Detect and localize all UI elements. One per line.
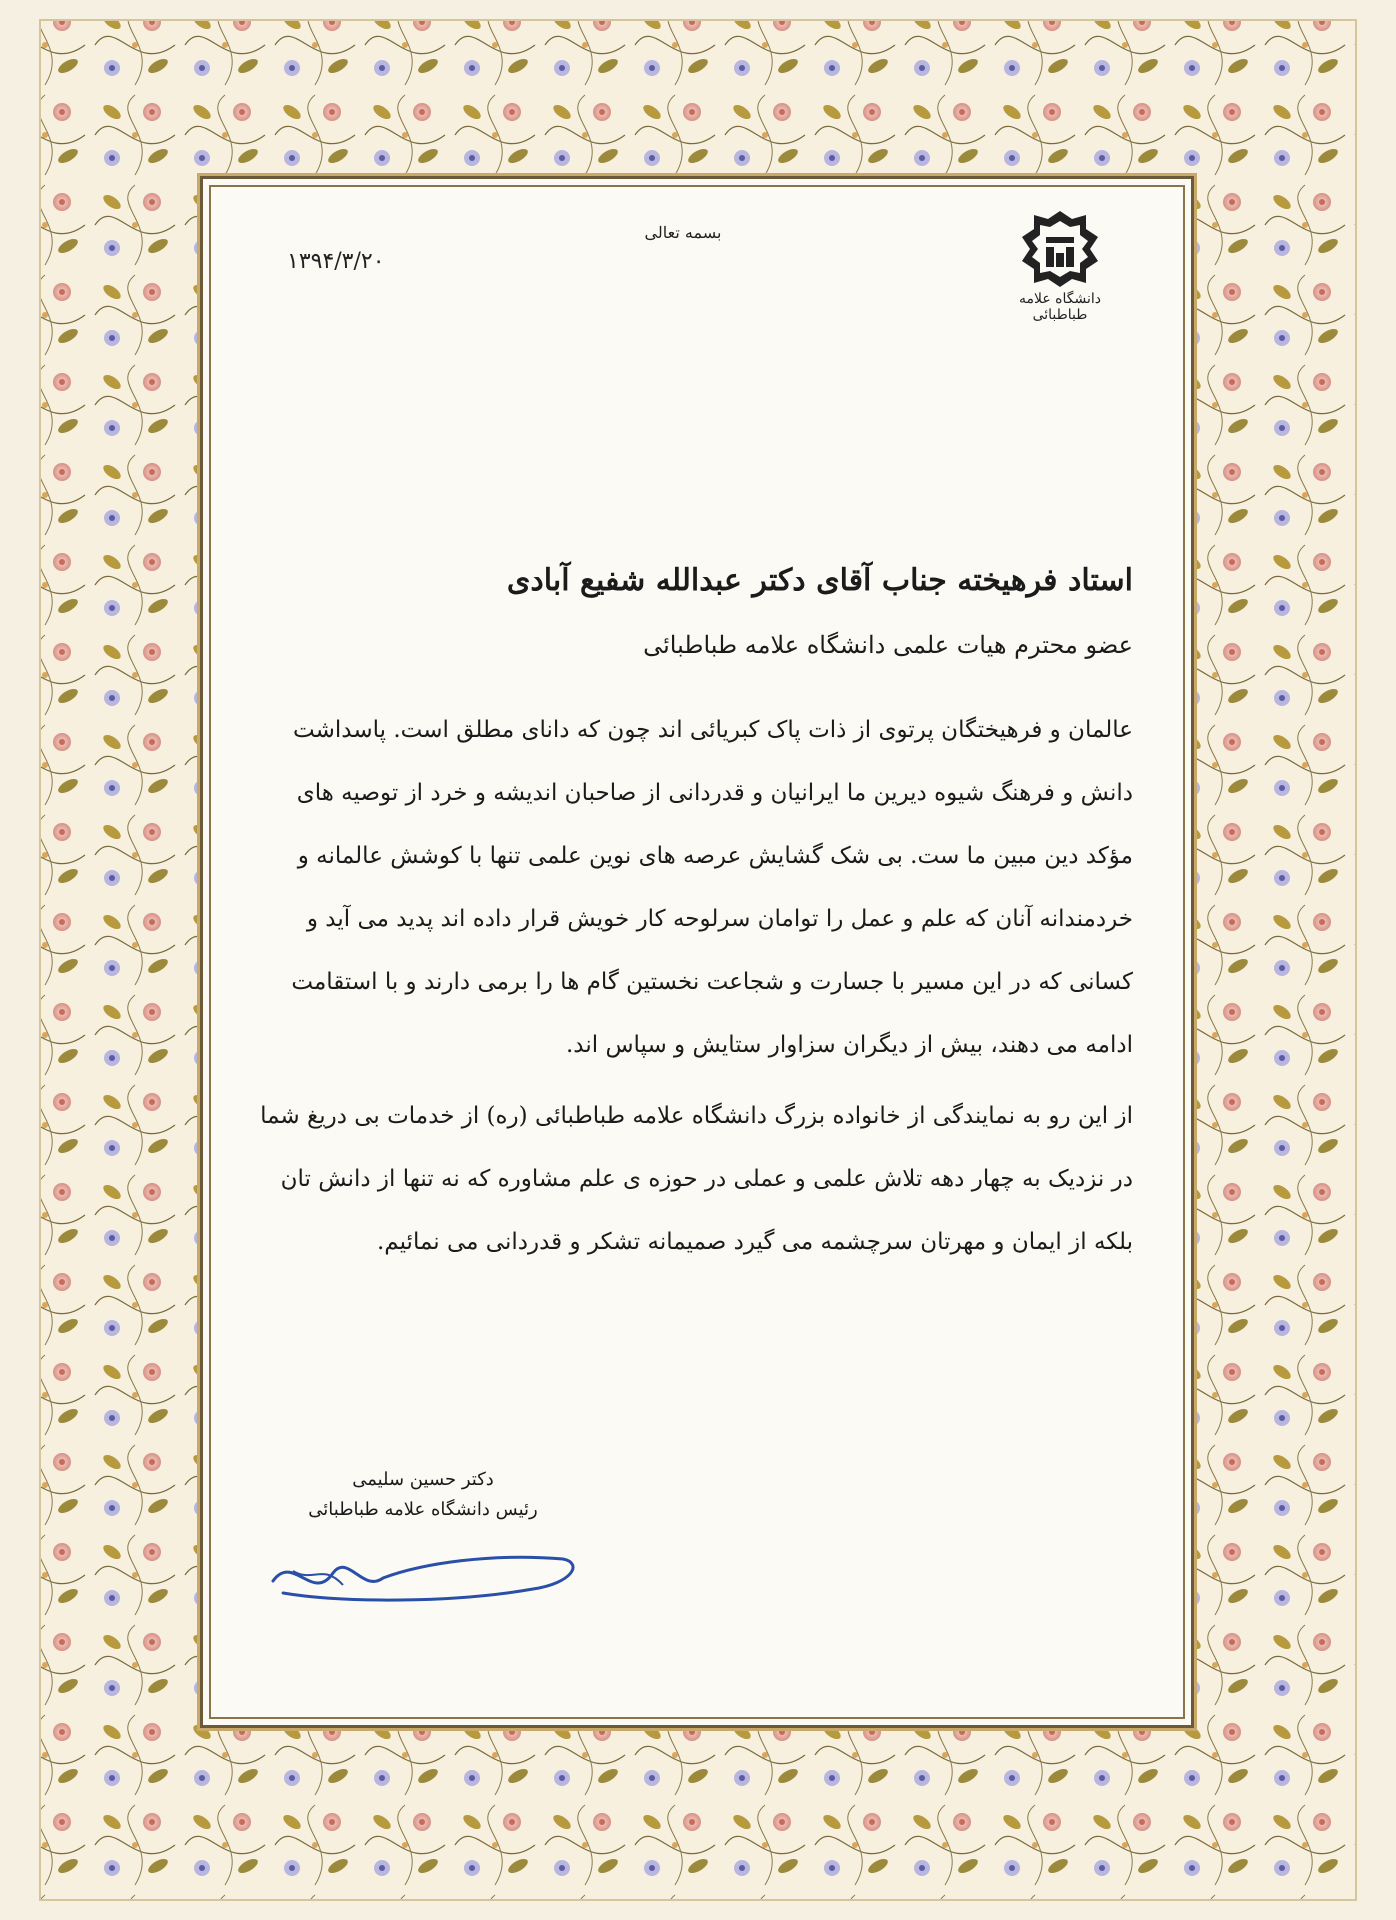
- addressee-line: استاد فرهیخته جناب آقای دکتر عبدالله شفیع آبادی: [506, 563, 1133, 598]
- signature-block: [253, 1467, 593, 1523]
- university-logo: [1001, 209, 1119, 323]
- signatory-title: رئیس دانشگاه علامه طباطبائی: [308, 1499, 538, 1520]
- university-logo-caption: دانشگاه علامه طباطبائی: [1018, 291, 1101, 323]
- signatory-name: دکتر حسین سلیمی: [352, 1469, 494, 1490]
- certificate-panel: [200, 176, 1194, 1728]
- handwritten-signature: [253, 1523, 593, 1613]
- certificate-date: ۱۳۹۴/۳/۲۰: [287, 249, 385, 274]
- certificate-body: [257, 555, 1133, 1274]
- addressee-subtitle: عضو محترم هیات علمی دانشگاه علامه طباطبائی: [643, 631, 1133, 659]
- body-paragraph-1: عالمان و فرهیختگان پرتوی از ذات پاک کبریائی اند چون که دانای مطلق است. پاسداشت دانش و فرهنگ شیوه دیرین ما ایرانیان و قدردانی از صاحبان اندیشه و خرد از توصیه های مؤکد دین مبین ما ست. بی شک گشایش عرصه های نوین علمی تنها با کوشش عالمانه و خردمندانه آنان که علم و عمل را توامان سرلوحه کار خویش قرار داده اند پدید می آید و کسانی که در این مسیر با جسارت و شجاعت نخستین گام ها را برمی دارند و با استقامت ادامه می دهند، بیش از دیگران سزاوار ستایش و سپاس اند.: [291, 717, 1133, 1058]
- university-emblem-icon: [1014, 209, 1106, 289]
- invocation-heading: بسمه تعالی: [644, 223, 722, 242]
- body-paragraph-2: از این رو به نمایندگی از خانواده بزرگ دانشگاه علامه طباطبائی (ره) از خدمات بی دریغ شما در نزدیک به چهار دهه تلاش علمی و عملی در حوزه ی علم مشاوره که نه تنها از دانش تان بلکه از ایمان و مهرتان سرچشمه می گیرد صمیمانه تشکر و قدردانی می نمائیم.: [260, 1103, 1133, 1255]
